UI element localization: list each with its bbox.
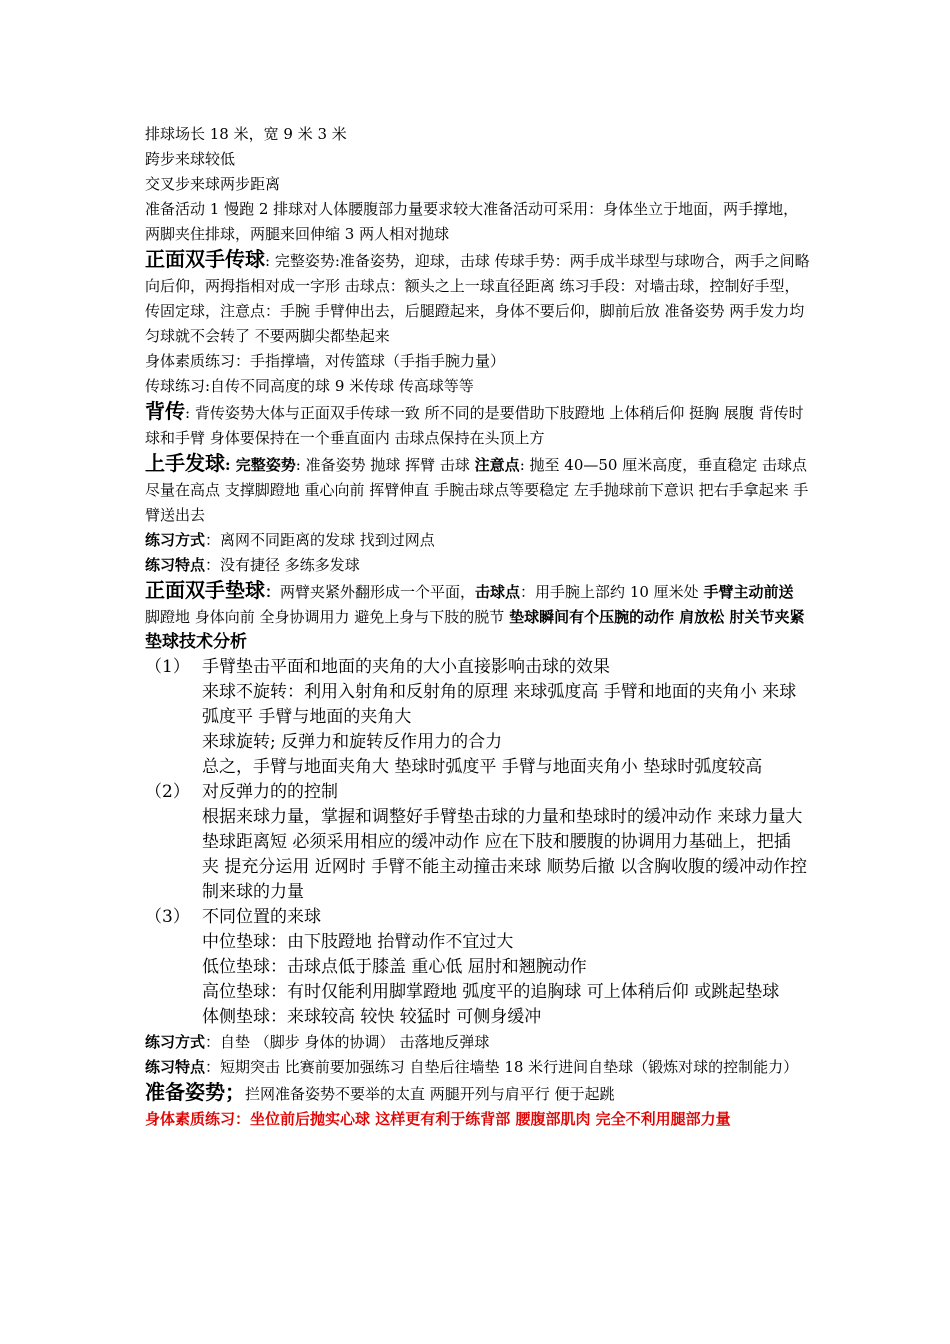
- section-text: : 抛至 40—50 厘米高度，垂直稳定 击球点尽量在高点 支撑脚蹬地 重心向前 挥臂伸直 手腕击球点等要稳定 左手抛球前下意识 把右手拿起来 手臂送出去: [145, 456, 809, 524]
- key-label: 练习方式: [145, 531, 206, 549]
- practice-method-line: [145, 1030, 813, 1055]
- section-text: : 准备姿势 抛球 挥臂 击球: [295, 456, 475, 474]
- key-label: 击球点: [475, 583, 521, 601]
- warmup-paragraph: 准备活动 1 慢跑 2 排球对人体腰腹部力量要求较大准备活动可采用：身体坐立于地面，两手撑地，两脚夹住排球，两腿来回伸缩 3 两人相对抛球: [145, 200, 799, 243]
- fitness-line: 身体素质练习：手指撑墙，对传篮球（手指手腕力量）: [145, 352, 506, 370]
- section-heading: 上手发球: [145, 451, 225, 475]
- key-label: 练习方式: [145, 1033, 206, 1051]
- key-label: ：: [265, 583, 281, 601]
- cross-step-line: 跨步来球较低: [145, 150, 236, 168]
- list-detail: 根据来球力量，掌握和调整好手臂垫击球的力量和垫球时的缓冲动作 来球力量大 垫球距离短 必须采用相应的缓冲动作 应在下肢和腰腹的协调用力基础上，把插 夹 提充分运用 近网时 手臂不能主动撞击来球 顺势后撤 以含胸收腹的缓冲动作控制来球的力量: [202, 807, 808, 902]
- item-heading: 手臂垫击平面和地面的夹角的大小直接影响击球的效果: [202, 657, 610, 677]
- back-pass-section: [145, 399, 813, 451]
- practice-feature-line: [145, 1055, 813, 1080]
- section-body: 拦网准备姿势不要举的太直 两腿开列与肩平行 便于起跳: [245, 1085, 615, 1103]
- section-heading: 背传: [145, 399, 185, 423]
- value-text: ：自垫 （脚步 身体的协调） 击落地反弹球: [205, 1033, 490, 1051]
- list-detail: 高位垫球：有时仅能利用脚掌蹬地 弧度平的追胸球 可上体稍后仰 或跳起垫球: [202, 982, 780, 1002]
- court-size-line: 排球场长 18 米，宽 9 米 3 米: [145, 125, 347, 143]
- key-label: 练习特点: [145, 1058, 206, 1076]
- forearm-pass-section: [145, 578, 813, 630]
- item-number: （3）: [145, 907, 190, 927]
- front-pass-section: [145, 247, 813, 349]
- item-heading: 对反弹力的的控制: [202, 782, 338, 802]
- list-detail: 总之，手臂与地面夹角大 垫球时弧度平 手臂与地面夹角小 垫球时弧度较高: [202, 757, 763, 777]
- separator: ；: [225, 1080, 245, 1104]
- list-detail: 中位垫球：由下肢蹬地 抬臂动作不宜过大: [202, 932, 514, 952]
- item-number: （2）: [145, 782, 190, 802]
- value-text: ：没有捷径 多练多发球: [205, 556, 360, 574]
- list-detail: 来球旋转; 反弹力和旋转反作用力的合力: [202, 732, 503, 752]
- section-heading: 正面双手垫球: [145, 578, 265, 602]
- list-item: [145, 655, 813, 680]
- overhand-serve-section: [145, 451, 813, 528]
- practice-method-line: [145, 528, 813, 553]
- analysis-list: [145, 655, 813, 1030]
- section-body: : 背传姿势大体与正面双手传球一致 所不同的是要借助下肢蹬地 上体稍后仰 挺胸 展腹 背传时球和手臂 身体要保持在一个垂直面内 击球点保持在头顶上方: [145, 404, 804, 447]
- key-label: : 完整姿势: [225, 456, 296, 474]
- item-number: （1）: [145, 657, 190, 677]
- key-label: 练习特点: [145, 556, 206, 574]
- value-text: ：离网不同距离的发球 找到过网点: [205, 531, 435, 549]
- section-text: 脚蹬地 身体向前 全身协调用力 避免上身与下肢的脱节: [145, 608, 510, 626]
- list-detail: 体侧垫球：来球较高 较快 较猛时 可侧身缓冲: [202, 1007, 542, 1027]
- section-heading: 正面双手传球: [145, 247, 265, 271]
- key-label: 垫球瞬间有个压腕的动作 肩放松 肘关节夹紧: [509, 608, 805, 626]
- pass-practice-line: 传球练习:自传不同高度的球 9 米传球 传高球等等: [145, 377, 474, 395]
- key-label: 注意点: [474, 456, 520, 474]
- section-text: 两臂夹紧外翻形成一个平面，: [280, 583, 476, 601]
- crossover-step-line: 交叉步来球两步距离: [145, 175, 281, 193]
- value-text: ：短期突击 比赛前要加强练习 自垫后往墙垫 18 米行进间自垫球（锻炼对球的控制能力）: [205, 1058, 799, 1076]
- document-page: [145, 122, 813, 1132]
- list-detail: 低位垫球：击球点低于膝盖 重心低 屈肘和翘腕动作: [202, 957, 587, 977]
- item-heading: 不同位置的来球: [202, 907, 321, 927]
- list-item: [145, 905, 813, 930]
- section-text: ：用手腕上部约 10 厘米处: [520, 583, 704, 601]
- list-detail: 来球不旋转：利用入射角和反射角的原理 来球弧度高 手臂和地面的夹角小 来球弧度平 手臂与地面的夹角大: [202, 682, 797, 727]
- practice-feature-line: [145, 553, 813, 578]
- list-item: [145, 780, 813, 805]
- section-heading: 准备姿势: [145, 1080, 225, 1104]
- key-label: 手臂主动前送: [703, 583, 794, 601]
- ready-stance-section: [145, 1080, 813, 1107]
- section-body: : 完整姿势:准备姿势，迎球，击球 传球手势：两手成半球型与球吻合，两手之间略向后仰，两拇指相对成一字形 击球点：额头之上一球直径距离 练习手段：对墙击球，控制好手型，传固定球，注意点：手腕 手臂伸出去，后腿蹬起来，身体不要后仰，脚前后放 准备姿势 两手发力均匀球就不会转了 不要两脚尖都垫起来: [145, 252, 810, 345]
- fitness-highlight-line: 身体素质练习：坐位前后抛实心球 这样更有利于练背部 腰腹部肌肉 完全不利用腿部力量: [145, 1110, 731, 1128]
- analysis-title: 垫球技术分析: [145, 632, 247, 652]
